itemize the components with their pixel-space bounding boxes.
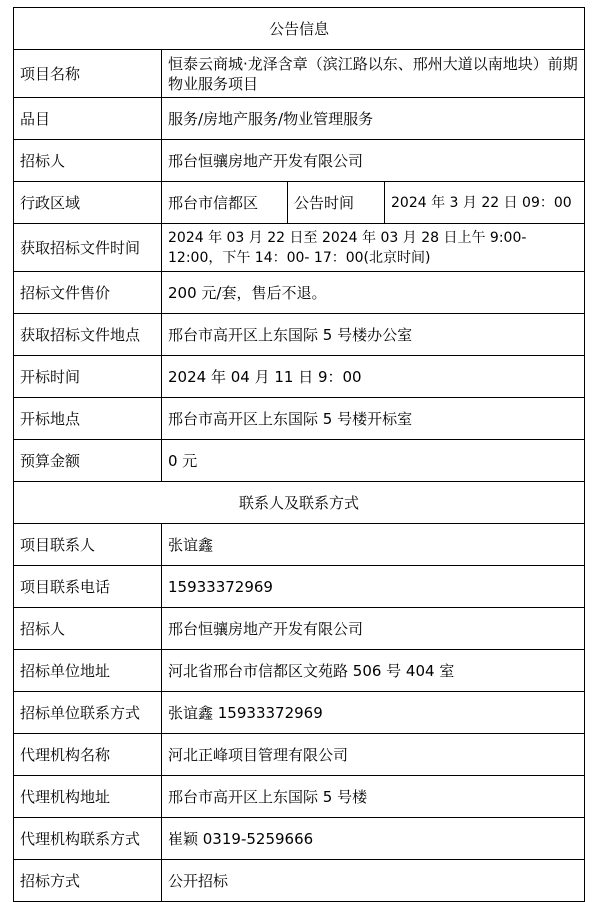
doc-place-value: 邢台市高开区上东国际 5 号楼办公室 [162,314,585,356]
open-place-value: 邢台市高开区上东国际 5 号楼开标室 [162,398,585,440]
row-label: 代理机构联系方式 [14,818,162,860]
row-label: 项目名称 [14,50,162,98]
table-row [14,524,585,566]
row-label: 品目 [14,98,162,140]
tenderer-address-value: 河北省邢台市信都区文苑路 506 号 404 室 [162,650,585,692]
table-row [14,860,585,902]
row-label: 招标单位地址 [14,650,162,692]
method-value: 公开招标 [162,860,585,902]
contact-person-value: 张谊鑫 [162,524,585,566]
row-label: 项目联系人 [14,524,162,566]
table-row [14,608,585,650]
table-row [14,50,585,98]
row-label: 获取招标文件地点 [14,314,162,356]
row-label: 预算金额 [14,440,162,482]
category-value: 服务/房地产服务/物业管理服务 [162,98,585,140]
table-row [14,398,585,440]
table-row [14,314,585,356]
table-row [14,734,585,776]
section-title-contacts: 联系人及联系方式 [14,482,585,524]
table-row [14,272,585,314]
row-label: 开标时间 [14,356,162,398]
row-label: 招标方式 [14,860,162,902]
agency-address-value: 邢台市高开区上东国际 5 号楼 [162,776,585,818]
tenderer2-value: 邢台恒骧房地产开发有限公司 [162,608,585,650]
row-label: 招标文件售价 [14,272,162,314]
region-value: 邢台市信都区 [162,182,288,224]
tenderer-contact-value: 张谊鑫 15933372969 [162,692,585,734]
table-row [14,140,585,182]
open-time-value: 2024 年 04 月 11 日 9：00 [162,356,585,398]
row-label: 获取招标文件时间 [14,224,162,272]
tenderer-value: 邢台恒骧房地产开发有限公司 [162,140,585,182]
section-title-announcement: 公告信息 [14,8,585,50]
section-header-row [14,8,585,50]
table-row [14,818,585,860]
project-name-value: 恒泰云商城·龙泽含章（滨江路以东、邢州大道以南地块）前期物业服务项目 [162,50,585,98]
table-row [14,440,585,482]
budget-value: 0 元 [162,440,585,482]
contact-phone-value: 15933372969 [162,566,585,608]
announce-time-label: 公告时间 [288,182,385,224]
announce-time-value: 2024 年 3 月 22 日 09：00 [385,182,585,224]
section-header-row [14,482,585,524]
row-label: 行政区域 [14,182,162,224]
table-row [14,650,585,692]
table-row [14,692,585,734]
row-label: 招标单位联系方式 [14,692,162,734]
row-label: 招标人 [14,608,162,650]
table-row [14,566,585,608]
table-row [14,776,585,818]
table-row [14,98,585,140]
row-label: 代理机构地址 [14,776,162,818]
announcement-table [13,7,585,902]
row-label: 开标地点 [14,398,162,440]
doc-price-value: 200 元/套，售后不退。 [162,272,585,314]
doc-time-value: 2024 年 03 月 22 日至 2024 年 03 月 28 日上午 9:00-12:00，下午 14：00- 17：00(北京时间) [162,224,585,272]
row-label: 代理机构名称 [14,734,162,776]
table-row [14,182,585,224]
row-label: 招标人 [14,140,162,182]
table-row [14,224,585,272]
table-row [14,356,585,398]
agency-contact-value: 崔颖 0319-5259666 [162,818,585,860]
row-label: 项目联系电话 [14,566,162,608]
agency-name-value: 河北正峰项目管理有限公司 [162,734,585,776]
